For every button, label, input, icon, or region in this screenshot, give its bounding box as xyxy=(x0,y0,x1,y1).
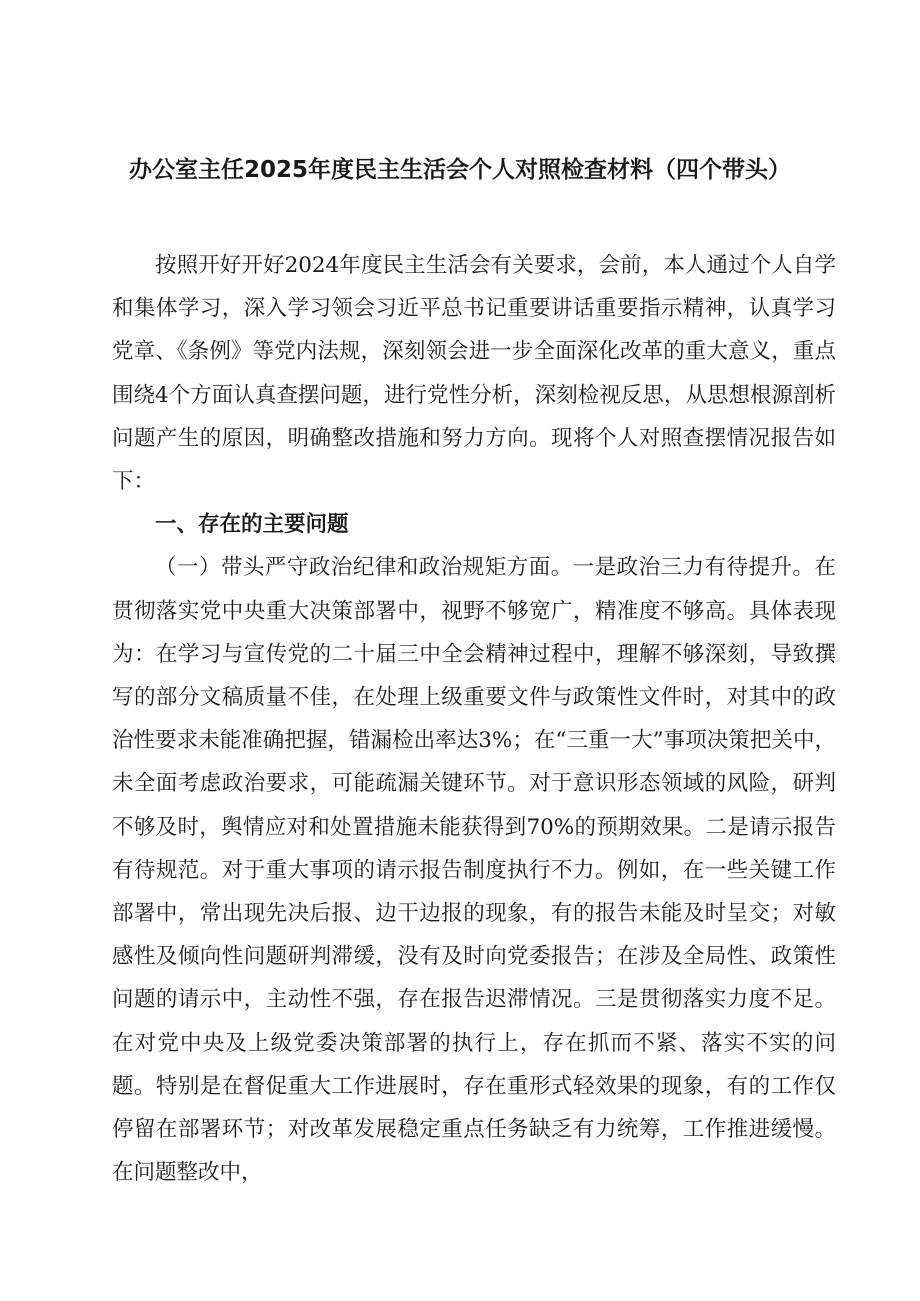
document-body xyxy=(112,244,836,1194)
intro-paragraph: 按照开好开好2024年度民主生活会有关要求，会前，本人通过个人自学和集体学习，深入学习领会习近平总书记重要讲话重要指示精神，认真学习党章、《条例》等党内法规，深刻领会进一步全面深化改革的重大意义，重点围绕4个方面认真查摆问题，进行党性分析，深刻检视反思，从思想根源剖析问题产生的原因，明确整改措施和努力方向。现将个人对照查摆情况报告如下： xyxy=(112,253,836,495)
subsection-paragraph: （一）带头严守政治纪律和政治规矩方面。一是政治三力有待提升。在贯彻落实党中央重大决策部署中，视野不够宽广，精准度不够高。具体表现为：在学习与宣传党的二十届三中全会精神过程中，理解不够深刻，导致撰写的部分文稿质量不佳，在处理上级重要文件与政策性文件时，对其中的政治性要求未能准确把握，错漏检出率达3%；在“三重一大”事项决策把关中，未全面考虑政治要求，可能疏漏关键环节。对于意识形态领域的风险，研判不够及时，舆情应对和处置措施未能获得到70%的预期效果。二是请示报告有待规范。对于重大事项的请示报告制度执行不力。例如，在一些关键工作部署中，常出现先决后报、边干边报的现象，有的报告未能及时呈交；对敏感性及倾向性问题研判滞缓，没有及时向党委报告；在涉及全局性、政策性问题的请示中，主动性不强，存在报告迟滞情况。三是贯彻落实力度不足。在对党中央及上级党委决策部署的执行上，存在抓而不紧、落实不实的问题。特别是在督促重大工作进展时，存在重形式轻效果的现象，有的工作仅停留在部署环节；对改革发展稳定重点任务缺乏有力统筹，工作推进缓慢。在问题整改中， xyxy=(112,555,836,1186)
section-heading: 一、存在的主要问题 xyxy=(155,512,349,538)
document-title: 办公室主任2025年度民主生活会个人对照检查材料（四个带头） xyxy=(128,157,791,183)
